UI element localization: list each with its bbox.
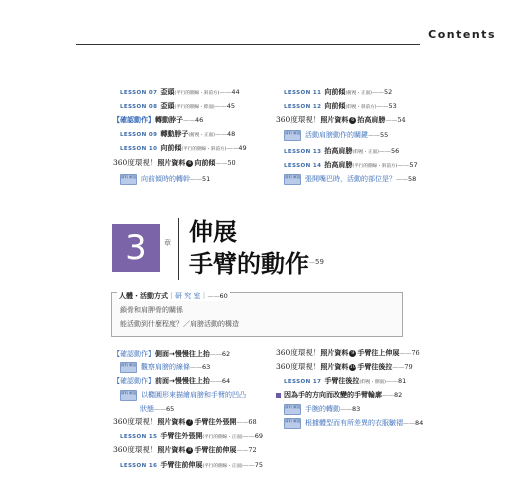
reference-badge: 資料 解說 [284, 174, 301, 185]
number-badge: 6 [188, 159, 192, 166]
page-number: 83 [352, 405, 361, 413]
toc-entry-ref[interactable]: 資料 解說 觀察肩膀的線條——63 [121, 362, 211, 371]
number-badge: 10 [349, 363, 357, 370]
lesson-label: LESSON 17 [284, 379, 322, 385]
entry-sub: (仰視・正面) [352, 150, 379, 155]
entry-title: 手臂往前伸展 [160, 461, 203, 469]
toc-entry-ref[interactable]: 資料 解說 張開嘴巴時，活動的部位是？——58 [285, 174, 417, 183]
entry-title: 側面→慢慢往上抬 [155, 350, 210, 358]
reference-badge: 資料 解說 [284, 418, 301, 429]
photo-prefix: 360度環視！ [276, 348, 321, 357]
check-bracket: 【確認動作】 [113, 350, 155, 358]
photo-prefix: 360度環視！ [276, 362, 321, 371]
page-number: 54 [397, 116, 406, 124]
entry-sub: (仰視・斜前方) [345, 105, 377, 110]
lesson-label: LESSON 07 [120, 90, 158, 96]
callout-class: 研 究 室 [175, 292, 201, 300]
lesson-label: LESSON 11 [284, 90, 322, 96]
toc-entry-ref-cont[interactable]: 狀態——65 [140, 405, 175, 413]
toc-entry-ref[interactable]: 資料 解說 根據體型而有所差異的衣服皺褶——84 [285, 418, 424, 427]
toc-entry-check[interactable]: 【確認動作】側面→慢慢往上抬——62 [113, 350, 231, 358]
entry-title: 照片資料 [157, 418, 186, 426]
entry-title-2: 抬高肩膀 [357, 116, 386, 124]
toc-entry[interactable]: LESSON 15 手臂往外張開(平行的側線・正面)——69 [120, 432, 264, 440]
page-number: 60 [219, 292, 228, 300]
toc-entry-photo[interactable]: 360度環視！照片資料 6 抬高肩膀——54 [276, 115, 406, 124]
entry-title: 張開嘴巴時，活動的部位是？ [305, 175, 396, 183]
toc-entry[interactable]: LESSON 09 轉動脖子(俯視・正面)——48 [120, 130, 236, 138]
page-number: 53 [388, 102, 397, 110]
page-number: 46 [195, 116, 204, 124]
toc-entry[interactable]: LESSON 17 手臂往後拉(仰視・側面)——81 [284, 377, 407, 385]
page-number: —59 [309, 258, 324, 266]
toc-entry[interactable]: LESSON 07 歪頭(平行的側線・斜前方)——44 [120, 88, 240, 96]
page-number: 57 [409, 161, 418, 169]
entry-title: 照片資料 [320, 116, 349, 124]
number-badge: 8 [188, 446, 192, 453]
callout-title: 人體・活動方式 [119, 292, 168, 300]
page-number: 69 [254, 432, 264, 440]
page-number: 81 [397, 377, 407, 385]
entry-title: 以橢圓形來描繪肩膀和手臂的凹凸 [141, 391, 246, 399]
page-number: 45 [226, 102, 236, 110]
entry-title: 抬高肩膀 [324, 161, 353, 169]
page-number: 65 [166, 405, 175, 413]
number-badge: 7 [188, 418, 192, 425]
toc-entry-photo[interactable]: 360度環視！照片資料10手臂往後拉——79 [276, 362, 413, 371]
page-number: 68 [248, 418, 257, 426]
toc-entry[interactable]: LESSON 16 手臂往前伸展(平行的側線・正面)——75 [120, 461, 264, 469]
entry-title: 因為手的方向而改變的手臂輪廓 [284, 391, 382, 399]
page-number: 64 [221, 377, 231, 385]
entry-title: 觀察肩膀的線條 [141, 363, 190, 371]
page-number: 63 [202, 363, 211, 371]
page-number: 72 [248, 446, 257, 454]
chapter-divider [178, 218, 179, 280]
reference-badge: 資料 解說 [120, 174, 137, 185]
chapter-number: 3 [125, 228, 147, 268]
entry-title: 向前傾時的轉幹 [141, 175, 190, 183]
toc-entry[interactable]: LESSON 11 向前傾(俯視・正面)——52 [284, 88, 393, 96]
entry-title: 前面→慢慢往上抬 [155, 377, 210, 385]
toc-entry[interactable]: LESSON 14 抬高肩膀(平行的側線・斜前方)——57 [284, 161, 418, 169]
entry-title: 向前傾 [324, 88, 346, 96]
check-bracket: 【確認動作】 [113, 116, 155, 124]
entry-title: 歪頭 [160, 102, 175, 110]
lesson-label: LESSON 08 [120, 104, 158, 110]
reference-badge: 資料 解說 [120, 390, 137, 401]
photo-prefix: 360度環視！ [276, 115, 321, 124]
number-badge: 9 [351, 349, 355, 356]
page-number: 56 [390, 147, 400, 155]
toc-entry[interactable]: LESSON 08 歪頭(平行的側線・仰面)——45 [120, 102, 236, 110]
check-bracket: 【確認動作】 [113, 377, 155, 385]
toc-entry-section[interactable]: 因為手的方向而改變的手臂輪廓——82 [276, 389, 402, 402]
toc-entry[interactable]: LESSON 12 向前傾(仰視・斜前方)——53 [284, 102, 397, 110]
entry-title-2: 向前傾 [194, 159, 216, 167]
toc-entry-ref[interactable]: 資料 解說 活動肩膀動作的關鍵——55 [285, 130, 389, 139]
chapter-title-line1: 伸展 [189, 218, 237, 246]
reference-badge: 資料 解說 [284, 404, 301, 415]
toc-entry-ref[interactable] [120, 389, 246, 401]
entry-title-2: 手臂往後拉 [357, 363, 393, 371]
header-rule [76, 44, 420, 45]
chapter-title [189, 216, 309, 280]
chapter-title-line2: 手臂的動作 [189, 250, 309, 278]
page-number: 50 [227, 159, 236, 167]
entry-title-cont: 狀態 [140, 405, 154, 413]
entry-title: 照片資料 [157, 446, 186, 454]
lesson-label: LESSON 12 [284, 104, 322, 110]
toc-entry-photo[interactable]: 360度環視！照片資料 8 手臂往前伸展——72 [113, 445, 257, 454]
section-bullet-icon [276, 393, 281, 398]
entry-title: 轉動脖子 [160, 130, 189, 138]
toc-entry[interactable]: LESSON 10 向前傾(平行的側線・斜前方)——49 [120, 144, 247, 152]
entry-title: 抬高肩膀 [324, 147, 353, 155]
page-number: 62 [221, 350, 231, 358]
entry-title: 活動肩膀動作的關鍵 [305, 131, 368, 139]
page-number: 58 [408, 175, 417, 183]
toc-entry-ref[interactable]: 資料 解說 手腕的轉動——83 [285, 404, 361, 413]
page-number: 49 [238, 144, 247, 152]
photo-prefix: 360度環視！ [113, 417, 158, 426]
lesson-label: LESSON 14 [284, 163, 322, 169]
page-number: 84 [415, 419, 424, 427]
photo-prefix: 360度環視！ [113, 445, 158, 454]
lesson-label: LESSON 15 [120, 434, 158, 440]
chapter-label: 章 [164, 239, 171, 247]
entry-title-2: 手臂往上伸展 [357, 349, 400, 357]
entry-title: 照片資料 [320, 363, 349, 371]
entry-title-2: 手臂往外張開 [194, 418, 237, 426]
callout-line: 能活動到什麼程度？／肩膀活動的構造 [120, 320, 239, 328]
callout-line: 鎖骨和肩胛骨的關係 [120, 306, 183, 314]
callout-heading[interactable]: 人體・活動方式｜研 究 室｜——60 [119, 292, 228, 300]
lesson-label: LESSON 16 [120, 463, 158, 469]
entry-title: 歪頭 [160, 88, 175, 96]
entry-sub: (俯視・正面) [188, 133, 215, 138]
page-number: 52 [383, 88, 393, 96]
page-number: 76 [411, 349, 420, 357]
entry-title: 手臂往外張開 [160, 432, 203, 440]
entry-title: 向前傾 [324, 102, 346, 110]
entry-sub: (平行的側線・斜前方) [174, 91, 220, 96]
number-badge: 6 [351, 116, 355, 123]
reference-badge: 資料 解說 [120, 362, 137, 373]
toc-entry-check[interactable]: 【確認動作】轉動脖子——46 [113, 116, 204, 124]
page-number: 75 [254, 461, 264, 469]
lesson-label: LESSON 13 [284, 149, 322, 155]
reference-badge: 資料 解說 [284, 130, 301, 141]
toc-entry-photo[interactable]: 360度環視！照片資料 6 向前傾——50 [113, 158, 236, 167]
page-number: 82 [394, 391, 403, 399]
entry-title: 根據體型而有所差異的衣服皺褶 [305, 419, 403, 427]
page-number: 51 [202, 175, 211, 183]
entry-sub: (俯視・正面) [345, 91, 372, 96]
lesson-label: LESSON 09 [120, 132, 158, 138]
photo-prefix: 360度環視！ [113, 158, 158, 167]
toc-entry-photo[interactable]: 360度環視！照片資料 7 手臂往外張開——68 [113, 417, 257, 426]
toc-entry-ref[interactable]: 資料 解說 向前傾時的轉幹——51 [121, 174, 211, 183]
entry-title: 轉動脖子 [155, 116, 183, 124]
lesson-label: LESSON 10 [120, 146, 158, 152]
entry-title: 照片資料 [320, 349, 349, 357]
page-number: 48 [226, 130, 236, 138]
entry-title: 向前傾 [160, 144, 182, 152]
page-number: 79 [404, 363, 413, 371]
entry-sub: (平行的側線・正面) [202, 435, 243, 440]
contents-title: Contents [428, 28, 496, 41]
entry-sub: (平行的側線・斜前方) [181, 147, 227, 152]
entry-title: 手臂往後拉 [324, 377, 360, 385]
entry-sub: (平行的側線・斜前方) [352, 164, 398, 169]
entry-title-2: 手臂往前伸展 [194, 446, 237, 454]
toc-entry[interactable]: LESSON 13 抬高肩膀(仰視・正面)——56 [284, 147, 400, 155]
entry-sub: (仰視・側面) [359, 380, 386, 385]
page-number: 55 [380, 131, 389, 139]
entry-sub: (平行的側線・仰面) [174, 105, 215, 110]
entry-title: 照片資料 [157, 159, 186, 167]
page-number: 44 [231, 88, 240, 96]
toc-entry-check[interactable]: 【確認動作】前面→慢慢往上抬——64 [113, 377, 231, 385]
entry-title: 手腕的轉動 [305, 405, 340, 413]
entry-sub: (平行的側線・正面) [202, 464, 243, 469]
toc-entry-photo[interactable]: 360度環視！照片資料 9 手臂往上伸展——76 [276, 348, 420, 357]
